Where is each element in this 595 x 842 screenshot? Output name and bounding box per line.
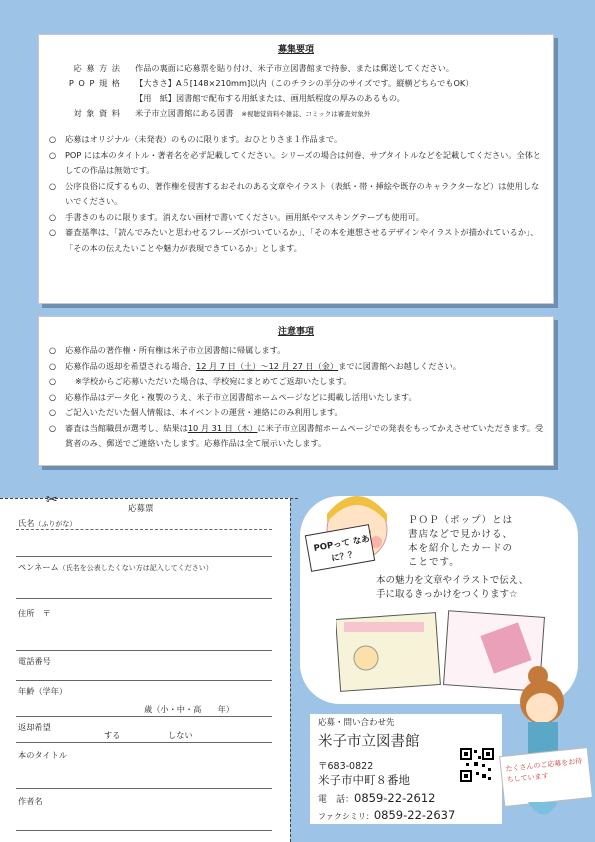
list-item: ○ 手書きのものに限ります。消えない画材で書いてください。画用紙やマスキングテープも使用可。 (49, 210, 545, 226)
intro-line-6: 手に取るきっかけをつくります☆ (376, 589, 518, 600)
address-label: 住所 〒 (18, 608, 51, 618)
address-field[interactable] (16, 650, 272, 651)
notices-box (38, 316, 554, 466)
library-name: 米子市立図書館 (318, 734, 420, 750)
list-item: ○ 審査基準は、「読んでみたいと思わせるフレーズがついているか」、「その本を連想させるデザインやイラストが描かれているか」、「その本の伝えたいことや魅力が表現できているか」とします。 (49, 225, 545, 256)
guideline-row-target: 対 象 資 料 米子市立図書館にある図書 ※視聴覚資料や雑誌、コミックは審査対象外 (73, 108, 371, 118)
pen-name-label: ペンネーム（氏名を公表したくない方は記入してください） (18, 562, 213, 572)
list-item: ○ 公序良俗に反するもの、著作権を侵害するおそれのある文章やイラスト（表紙・帯・挿絵や既存のキャラクターなど）は使用しないでください。 (49, 179, 545, 210)
zip-code: 〒683-0822 (318, 761, 374, 772)
name-ruby-line[interactable] (16, 529, 272, 530)
pen-name-field[interactable] (16, 598, 272, 599)
scissors-icon: ✂ (46, 492, 58, 508)
cut-line-vertical (290, 498, 291, 842)
book-title-field[interactable] (16, 788, 272, 789)
phone-field[interactable] (16, 680, 272, 681)
author-field[interactable] (16, 830, 272, 831)
name-label: 氏名（ふりがな） (18, 518, 77, 528)
list-item: ○ 応募作品の著作権・所有権は米子市立図書館に帰属します。 (49, 343, 545, 359)
list-item: ○ ご記入いただいた個人情報は、本イベントの運営・連絡にのみ利用します。 (49, 405, 545, 421)
age-label: 年齢（学年） (18, 686, 68, 696)
list-item: ○ 応募はオリジナル（未発表）のものに限ります。おひとりさま１作品まで。 (49, 132, 545, 148)
guideline-row-size: P O P 規 格 【大きさ】A５[148×210mm]以内（このチラシの半分のサイズです。縦横どちらでもOK） (68, 78, 474, 88)
recruitment-guidelines-box (38, 34, 554, 304)
girl-illustration (498, 662, 593, 842)
contact-heading: 応募・問い合わせ先 (318, 718, 395, 728)
library-address: 米子市中町８番地 (318, 773, 410, 787)
intro-line-3: 本を紹介したカードの (408, 543, 514, 554)
guidelines-notes (39, 132, 553, 256)
age-suffix: 歳（小・中・高 年） (144, 704, 235, 714)
list-item: ○ 応募作品の返却を希望される場合、12 月 7 日（土）～12 月 27 日（金）までに図書館へお越しください。 (49, 359, 545, 375)
qr-code-icon (460, 748, 494, 782)
return-yes-option[interactable]: する (104, 730, 121, 740)
fax-row: ファクシミリ：0859-22-2637 (318, 808, 456, 822)
list-item: ○ POP には本のタイトル・著者名を必ず記載してください。シリーズの場合は何巻、サブタイトルなどを記載してください。全体としての作品は無効です。 (49, 148, 545, 179)
notices-title: 注意事項 (277, 327, 314, 337)
return-no-option[interactable]: しない (168, 730, 193, 740)
form-title: 応募票 (128, 504, 154, 514)
intro-line-2: 書店などで見かける、 (408, 529, 514, 540)
phone-label: 電話番号 (18, 656, 51, 666)
phone-row: 電 話：0859-22-2612 (318, 791, 436, 805)
entry-form (0, 492, 290, 842)
name-field[interactable] (16, 556, 272, 557)
list-item: ○ 審査は当館職員が選考し、結果は10 月 31 日（木）に米子市立図書館ホームページでの発表をもってかえさせていただきます。受賞者のみ、郵送でご連絡いたします。応募作品は全て展示いたします。 (49, 421, 545, 452)
intro-line-1: ＰＯＰ（ポップ）とは (408, 515, 514, 526)
guideline-row-paper: 【用 紙】図書館で配布する用紙または、画用紙程度の厚みのあるもの。 (135, 93, 405, 103)
list-item: ○ ※学校からご応募いただいた場合は、学校宛にまとめてご返却いたします。 (49, 374, 545, 390)
intro-line-4: ことです。 (408, 557, 460, 568)
girl-sign-text: たくさんのご応募をお待ちしています (505, 757, 583, 785)
pop-sign: POPって なあに？？ (313, 534, 371, 565)
cut-line-horizontal (0, 498, 298, 499)
guideline-row-method: 応 募 方 法 作品の裏面に応募票を貼り付け、米子市立図書館まで持参、または郵送してください。 (73, 63, 454, 73)
intro-line-5: 本の魅力を文章やイラストで伝え、 (376, 575, 529, 586)
book-title-label: 本のタイトル (18, 750, 67, 760)
return-label: 返却希望 (18, 722, 51, 732)
list-item: ○ 応募作品はデータ化・複製のうえ、米子市立図書館ホームページなどに掲載し活用いたします。 (49, 390, 545, 406)
author-label: 作者名 (18, 796, 43, 806)
notices-list (39, 343, 553, 452)
age-field[interactable] (16, 716, 272, 717)
return-field[interactable] (16, 742, 272, 743)
contact-card (310, 714, 502, 824)
guidelines-title: 募集要項 (277, 45, 314, 55)
